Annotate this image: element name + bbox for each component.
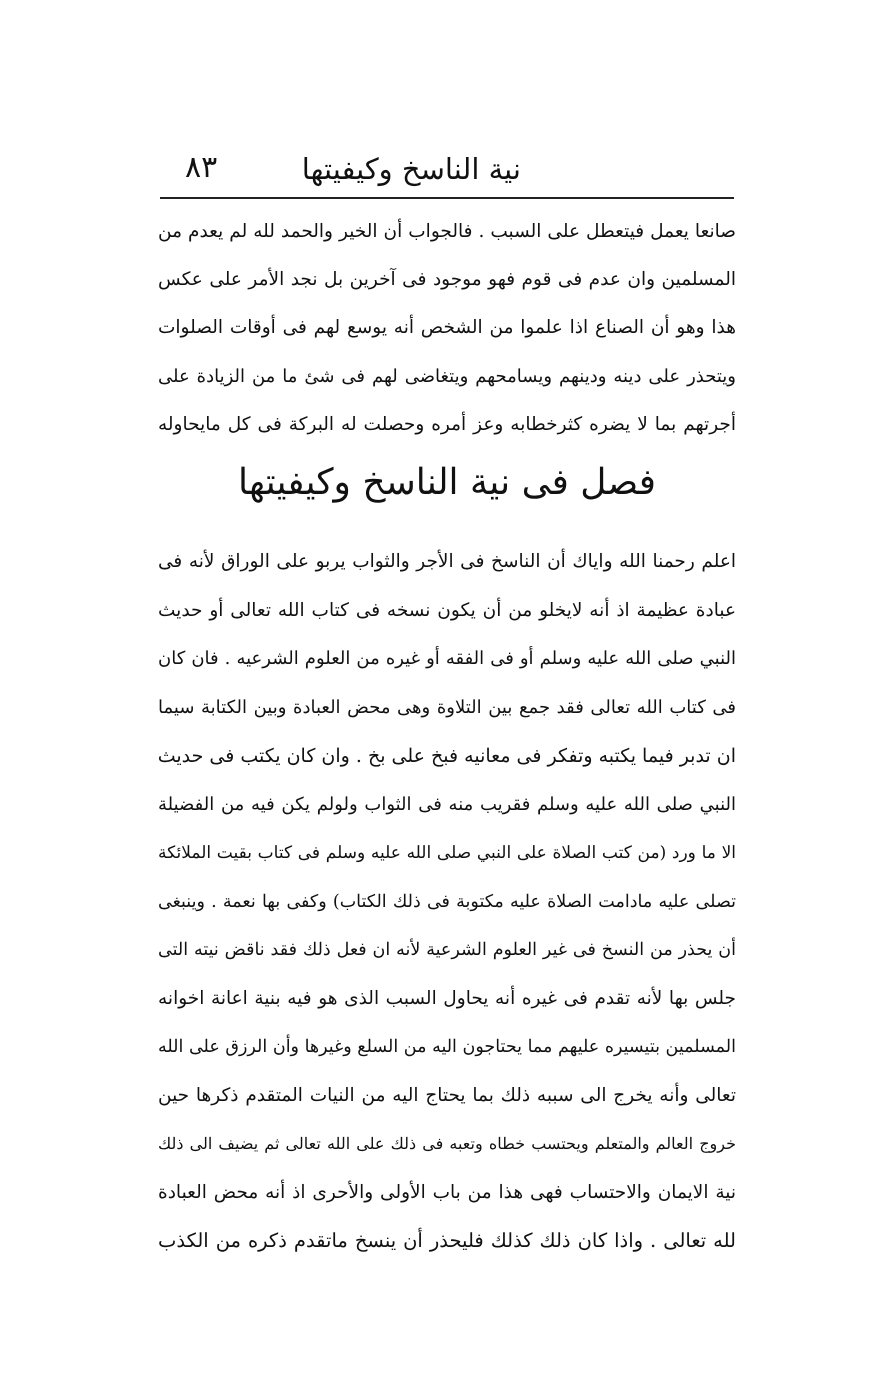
text-line: تصلى عليه مادامت الصلاة عليه مكتوبة فى ذلك الكتاب) وكفى بها نعمة . وينبغى [158, 891, 736, 912]
text-line: لله تعالى . واذا كان ذلك كذلك فليحذر أن ينسخ ماتقدم ذكره من الكذب [158, 1229, 736, 1252]
top-paragraph [158, 208, 736, 449]
text-line: صانعا يعمل فيتعطل على السبب . فالجواب أن الخير والحمد لله لم يعدم من [158, 221, 736, 242]
section-body [158, 538, 736, 1266]
page-number: ٨٣ [185, 150, 218, 185]
text-line: أجرتهم بما لا يضره كثرخطابه وعز أمره وحصلت له البركة فى كل مايحاوله [158, 413, 736, 435]
text-line: ان تدبر فيما يكتبه وتفكر فى معانيه فبخ على بخ . وان كان يكتب فى حديث [157, 745, 736, 767]
text-line: اعلم رحمنا الله واياك أن الناسخ فى الأجر والثواب يربو على الوراق لأنه فى [158, 551, 736, 572]
text-line: النبي صلى الله عليه وسلم فقريب منه فى الثواب ولولم يكن فيه من الفضيلة [158, 793, 736, 815]
text-line: جلس بها لأنه تقدم فى غيره أنه يحاول السبب الذى هو فيه بنية اعانة اخوانه [158, 987, 736, 1009]
running-title: نية الناسخ وكيفيتها [301, 152, 521, 186]
section-heading: فصل فى نية الناسخ وكيفيتها [238, 462, 656, 503]
text-line: عبادة عظيمة اذ أنه لايخلو من أن يكون نسخه فى كتاب الله تعالى أو حديث [158, 599, 736, 621]
text-line: فى كتاب الله تعالى فقد جمع بين التلاوة وهى محض العبادة وبين الكتابة سيما [158, 696, 736, 718]
text-line: هذا وهو أن الصناع اذا علموا من الشخص أنه يوسع لهم فى أوقات الصلوات [158, 317, 736, 339]
header-divider [160, 197, 734, 199]
text-line: النبي صلى الله عليه وسلم أو فى الفقه أو غيره من العلوم الشرعيه . فان كان [158, 648, 736, 669]
text-line: خروج العالم والمتعلم ويحتسب خطاه وتعبه فى ذلك على الله تعالى ثم يضيف الى ذلك [158, 1134, 736, 1153]
text-line: أن يحذر من النسخ فى غير العلوم الشرعية لأنه ان فعل ذلك فقد ناقض نيته التى [158, 940, 736, 960]
text-line: نية الايمان والاحتساب فهى هذا من باب الأولى والأحرى اذ أنه محض العبادة [158, 1181, 736, 1203]
text-line: الا ما ورد (من كتب الصلاة على النبي صلى الله عليه وسلم فى كتاب بقيت الملائكة [158, 843, 736, 863]
text-line: ويتحذر على دينه ودينهم ويسامحهم ويتغاضى لهم فى شئ ما من الزيادة على [158, 365, 736, 387]
text-line: تعالى وأنه يخرج الى سببه ذلك بما يحتاج اليه من النيات المتقدم ذكرها حين [158, 1084, 736, 1106]
text-line: المسلمين بتيسيره عليهم مما يحتاجون اليه من السلع وغيرها وأن الرزق على الله [158, 1037, 736, 1057]
running-header [160, 150, 736, 196]
text-line: المسلمين وان عدم فى قوم فهو موجود فى آخرين بل نجد الأمر على عكس [158, 269, 736, 291]
